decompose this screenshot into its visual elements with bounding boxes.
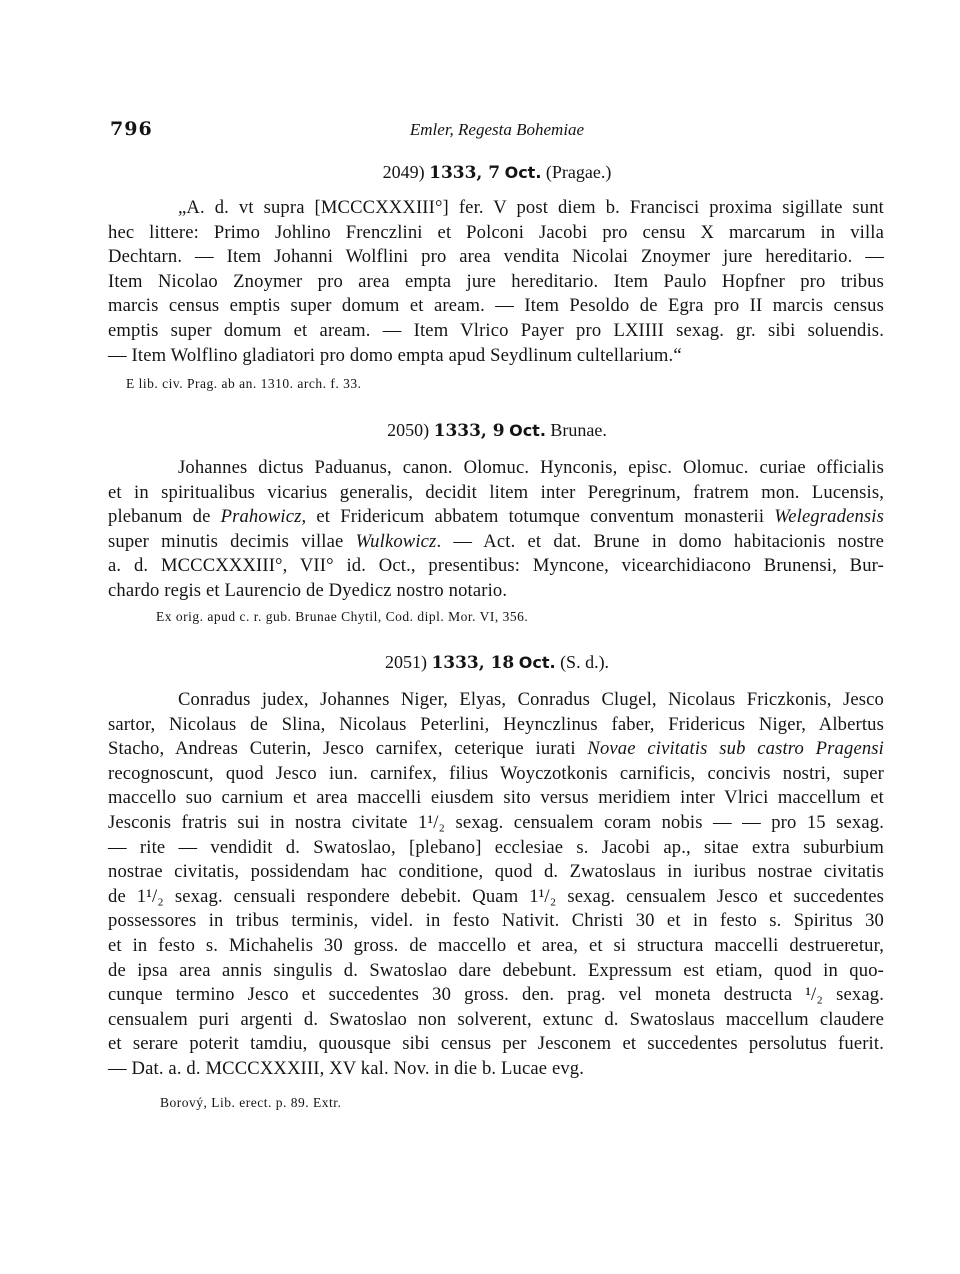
document-heading	[110, 420, 884, 441]
text-line: cunque termino Jesco et succedentes 30 gross. den. prag. vel moneta destructa ¹/₂ sexag.	[108, 984, 884, 1006]
document-heading	[110, 652, 884, 673]
text-line: emptis super domum et aream. — Item Vlrico Payer pro LXIIII sexag. gr. sibi soluendis.	[108, 319, 884, 341]
running-title: Emler, Regesta Bohemiae	[409, 120, 585, 139]
document-number: 2049)	[382, 162, 425, 182]
text-segment: Stacho, Andreas Cuterin, Jesco carnifex, ceterique iurati	[108, 738, 588, 760]
text-segment: . — Act. et dat. Brune in domo habitacionis nostre	[436, 530, 884, 552]
text-line: — Dat. a. d. MCCCXXXIII, XV kal. Nov. in die b. Lucae evg.	[108, 1057, 585, 1079]
document-number: 2051)	[384, 652, 427, 672]
text-line: a. d. MCCCXXXIII°, VII° id. Oct., presentibus: Myncone, vicearchidiacono Brunensi, Bur-	[108, 555, 884, 577]
document-place: Brunae.	[550, 420, 607, 440]
text-segment: plebanum de	[108, 506, 221, 528]
source-citation: Borový, Lib. erect. p. 89. Extr.	[160, 1095, 342, 1110]
text-line: Dechtarn. — Item Johanni Wolflini pro area vendita Nicolai Znoymer jure hereditario. —	[108, 246, 884, 268]
text-line: et in spiritualibus vicarius generalis, decidit litem inter Peregrinum, fratrem mon. Lucensis,	[108, 481, 884, 503]
place-name-italic: Wulkowicz	[355, 530, 437, 552]
place-name-italic: Prahowicz	[220, 506, 302, 528]
document-date: 1333, 18	[431, 653, 515, 673]
text-line: Item Nicolao Znoymer pro area empta jure hereditario. Item Paulo Hopfner pro tribus	[108, 270, 884, 292]
text-line: — Item Wolflino gladiatori pro domo empta apud Seydlinum cultellarium.“	[108, 344, 682, 366]
document-month: Oct.	[518, 653, 556, 672]
source-citation: E lib. civ. Prag. ab an. 1310. arch. f. 33.	[126, 376, 362, 391]
text-line: Johannes dictus Paduanus, canon. Olomuc. Hynconis, episc. Olomuc. curiae officialis	[178, 457, 884, 478]
document-text	[108, 456, 884, 604]
document-date: 1333, 9	[433, 421, 505, 441]
document-text	[108, 688, 884, 1082]
text-line: nostrae civitatis, possidendam hac conditione, quod d. Zwatoslaus in iuribus nostrae civitatis	[108, 861, 884, 883]
place-name-italic: Novae civitatis sub castro Pragensi	[587, 738, 884, 760]
text-line: sartor, Nicolaus de Slina, Nicolaus Peterlini, Heynczlinus faber, Fridericus Niger, Albertus	[108, 713, 884, 735]
text-segment: super minutis decimis villae	[108, 530, 356, 552]
text-line: censualem puri argenti d. Swatoslao non solverent, extunc d. Swatoslaus maccellum claudere	[108, 1008, 884, 1030]
document-month: Oct.	[504, 163, 542, 182]
text-line: Conradus judex, Johannes Niger, Elyas, Conradus Clugel, Nicolaus Friczkonis, Jesco	[178, 689, 884, 710]
text-line: possessores in tribus terminis, videl. in festo Nativit. Christi 30 et in festo s. Spiritus 30	[108, 910, 884, 932]
document-number: 2050)	[387, 420, 430, 440]
document-place: (Pragae.)	[545, 162, 612, 182]
place-name-italic: Welegradensis	[774, 506, 885, 528]
document-place: (S. d.).	[560, 652, 610, 672]
text-line	[108, 737, 884, 762]
text-line	[108, 530, 884, 555]
text-line: et serare poterit tamdiu, quousque sibi census per Jesconem et succedentes persolutus fuerit.	[108, 1033, 884, 1055]
text-segment: , et Fridericum abbatem totumque conventum monasterii	[301, 506, 775, 528]
text-line: hec littere: Primo Johlino Frenczlini et Polconi Jacobi pro censu X marcarum in villa	[108, 221, 884, 243]
text-line: de ipsa area annis singulis d. Swatoslao dare debebunt. Expressum est etiam, quod in quo-	[108, 959, 884, 981]
text-line: maccello suo carnium et area maccelli eiusdem sito versus meridiem inter Vlrici maccellum et	[108, 787, 884, 809]
document-date: 1333, 7	[429, 163, 501, 183]
text-line: et in festo s. Michahelis 30 gross. de maccello et area, et si structura maccelli destrueretur,	[108, 934, 884, 956]
text-line: marcis census emptis super domum et aream. — Item Pesoldo de Egra pro II marcis census	[108, 295, 884, 317]
text-line: recognoscunt, quod Jesco iun. carnifex, filius Woyczotkonis carnificis, concivis nostri, super	[108, 762, 884, 784]
source-citation: Ex orig. apud c. r. gub. Brunae Chytil, Cod. dipl. Mor. VI, 356.	[156, 609, 529, 624]
document-heading	[110, 162, 884, 183]
text-line: Jesconis fratris sui in nostra civitate 1¹/₂ sexag. censualem coram nobis — — pro 15 sexag.	[108, 811, 884, 833]
text-line: chardo regis et Laurencio de Dyedicz nostro notario.	[108, 579, 508, 601]
text-line: de 1¹/₂ sexag. censuali respondere debebit. Quam 1¹/₂ sexag. censualem Jesco et succedentes	[108, 885, 884, 907]
text-line	[108, 505, 884, 530]
document-text	[108, 196, 884, 368]
page-number: 796	[110, 118, 153, 140]
page-header	[110, 118, 884, 148]
document-month: Oct.	[509, 421, 546, 440]
text-line: „A. d. vt supra [MCCCXXXIII°] fer. V post diem b. Francisci proxima sigillate sunt	[178, 197, 884, 218]
text-line: — rite — vendidit d. Swatoslao, [plebano] ecclesiae s. Jacobi ap., sitae extra suburbium	[108, 836, 884, 858]
